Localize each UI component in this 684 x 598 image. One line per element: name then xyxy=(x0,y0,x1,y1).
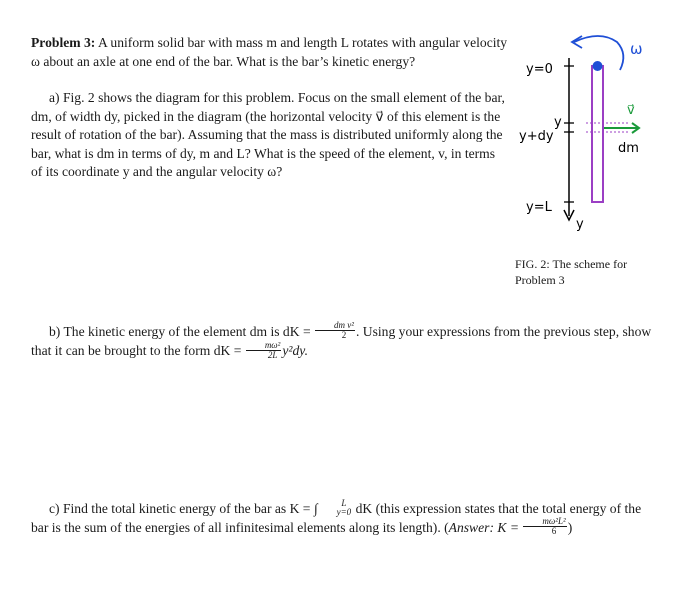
part-a-label: a) xyxy=(49,90,60,105)
part-c-text-2: dK (this expression states that the total energy of the bar is the sum of the energies of all infinitesimal elements along its length). ( xyxy=(31,501,642,535)
label-yL: y=L xyxy=(526,200,552,215)
part-a xyxy=(31,89,509,182)
label-dm: dm xyxy=(618,141,639,156)
fraction-denominator: 6 xyxy=(551,526,557,537)
integral-upper: L xyxy=(341,497,347,508)
label-y: y xyxy=(554,115,562,130)
rotation-arrowhead xyxy=(572,36,582,48)
fraction-denominator: 2L xyxy=(267,349,278,360)
part-c-text-1: Find the total kinetic energy of the bar as K = ∫ xyxy=(62,501,318,516)
figure-caption: FIG. 2: The scheme for Problem 3 xyxy=(515,257,628,287)
part-b-text-3: y²dy. xyxy=(282,343,308,359)
part-b-fraction-1 xyxy=(315,321,355,340)
part-a-text: Fig. 2 shows the diagram for this problem. Focus on the small element of the bar, dm, of width dy, picked in the diagram (the horizontal velocity v⃗ of this element is the result of rotation of the bar). Assuming that the mass is distributed uniformly along the bar, what is dm in terms of dy, m and L? What is the speed of the element, v, in terms of its coordinate y and the angular velocity ω? xyxy=(31,90,505,179)
part-b xyxy=(31,320,656,362)
fraction-numerator: dm v² xyxy=(315,321,355,331)
problem-intro xyxy=(31,34,509,71)
axle-point xyxy=(593,61,603,71)
part-b-text-1: The kinetic energy of the element dm is dK = xyxy=(63,324,311,339)
answer-label: Answer: xyxy=(448,519,494,535)
label-omega: ω xyxy=(630,40,643,58)
part-c-text-3: ) xyxy=(567,519,573,535)
part-c-label: c) xyxy=(49,501,60,516)
label-v: v⃗ xyxy=(627,103,635,118)
bar-diagram xyxy=(512,28,684,254)
integral-limits xyxy=(319,499,352,517)
answer-expr: K = xyxy=(497,519,520,535)
problem-title: Problem 3: xyxy=(31,35,96,50)
problem-intro-text: A uniform solid bar with mass m and length L rotates with angular velocity ω about an axle at one end of the bar. What is the bar’s kinetic energy? xyxy=(31,35,508,69)
label-y0: y=0 xyxy=(526,62,553,77)
fraction-numerator: mω²L² xyxy=(523,517,566,527)
integral-lower: y=0 xyxy=(336,506,352,517)
part-b-fraction-2 xyxy=(246,341,282,360)
part-c xyxy=(31,497,656,538)
part-b-text-2: . Using your expressions from the previous step, show that it can be brought to the form dK = xyxy=(31,324,652,359)
fraction-denominator: 2 xyxy=(341,330,347,341)
bar xyxy=(592,66,603,202)
axis-label-y: y xyxy=(576,217,584,232)
label-ydy: y+dy xyxy=(519,129,554,144)
answer-fraction xyxy=(523,517,566,536)
part-b-label: b) xyxy=(49,324,61,339)
fraction-numerator: mω² xyxy=(246,341,282,351)
